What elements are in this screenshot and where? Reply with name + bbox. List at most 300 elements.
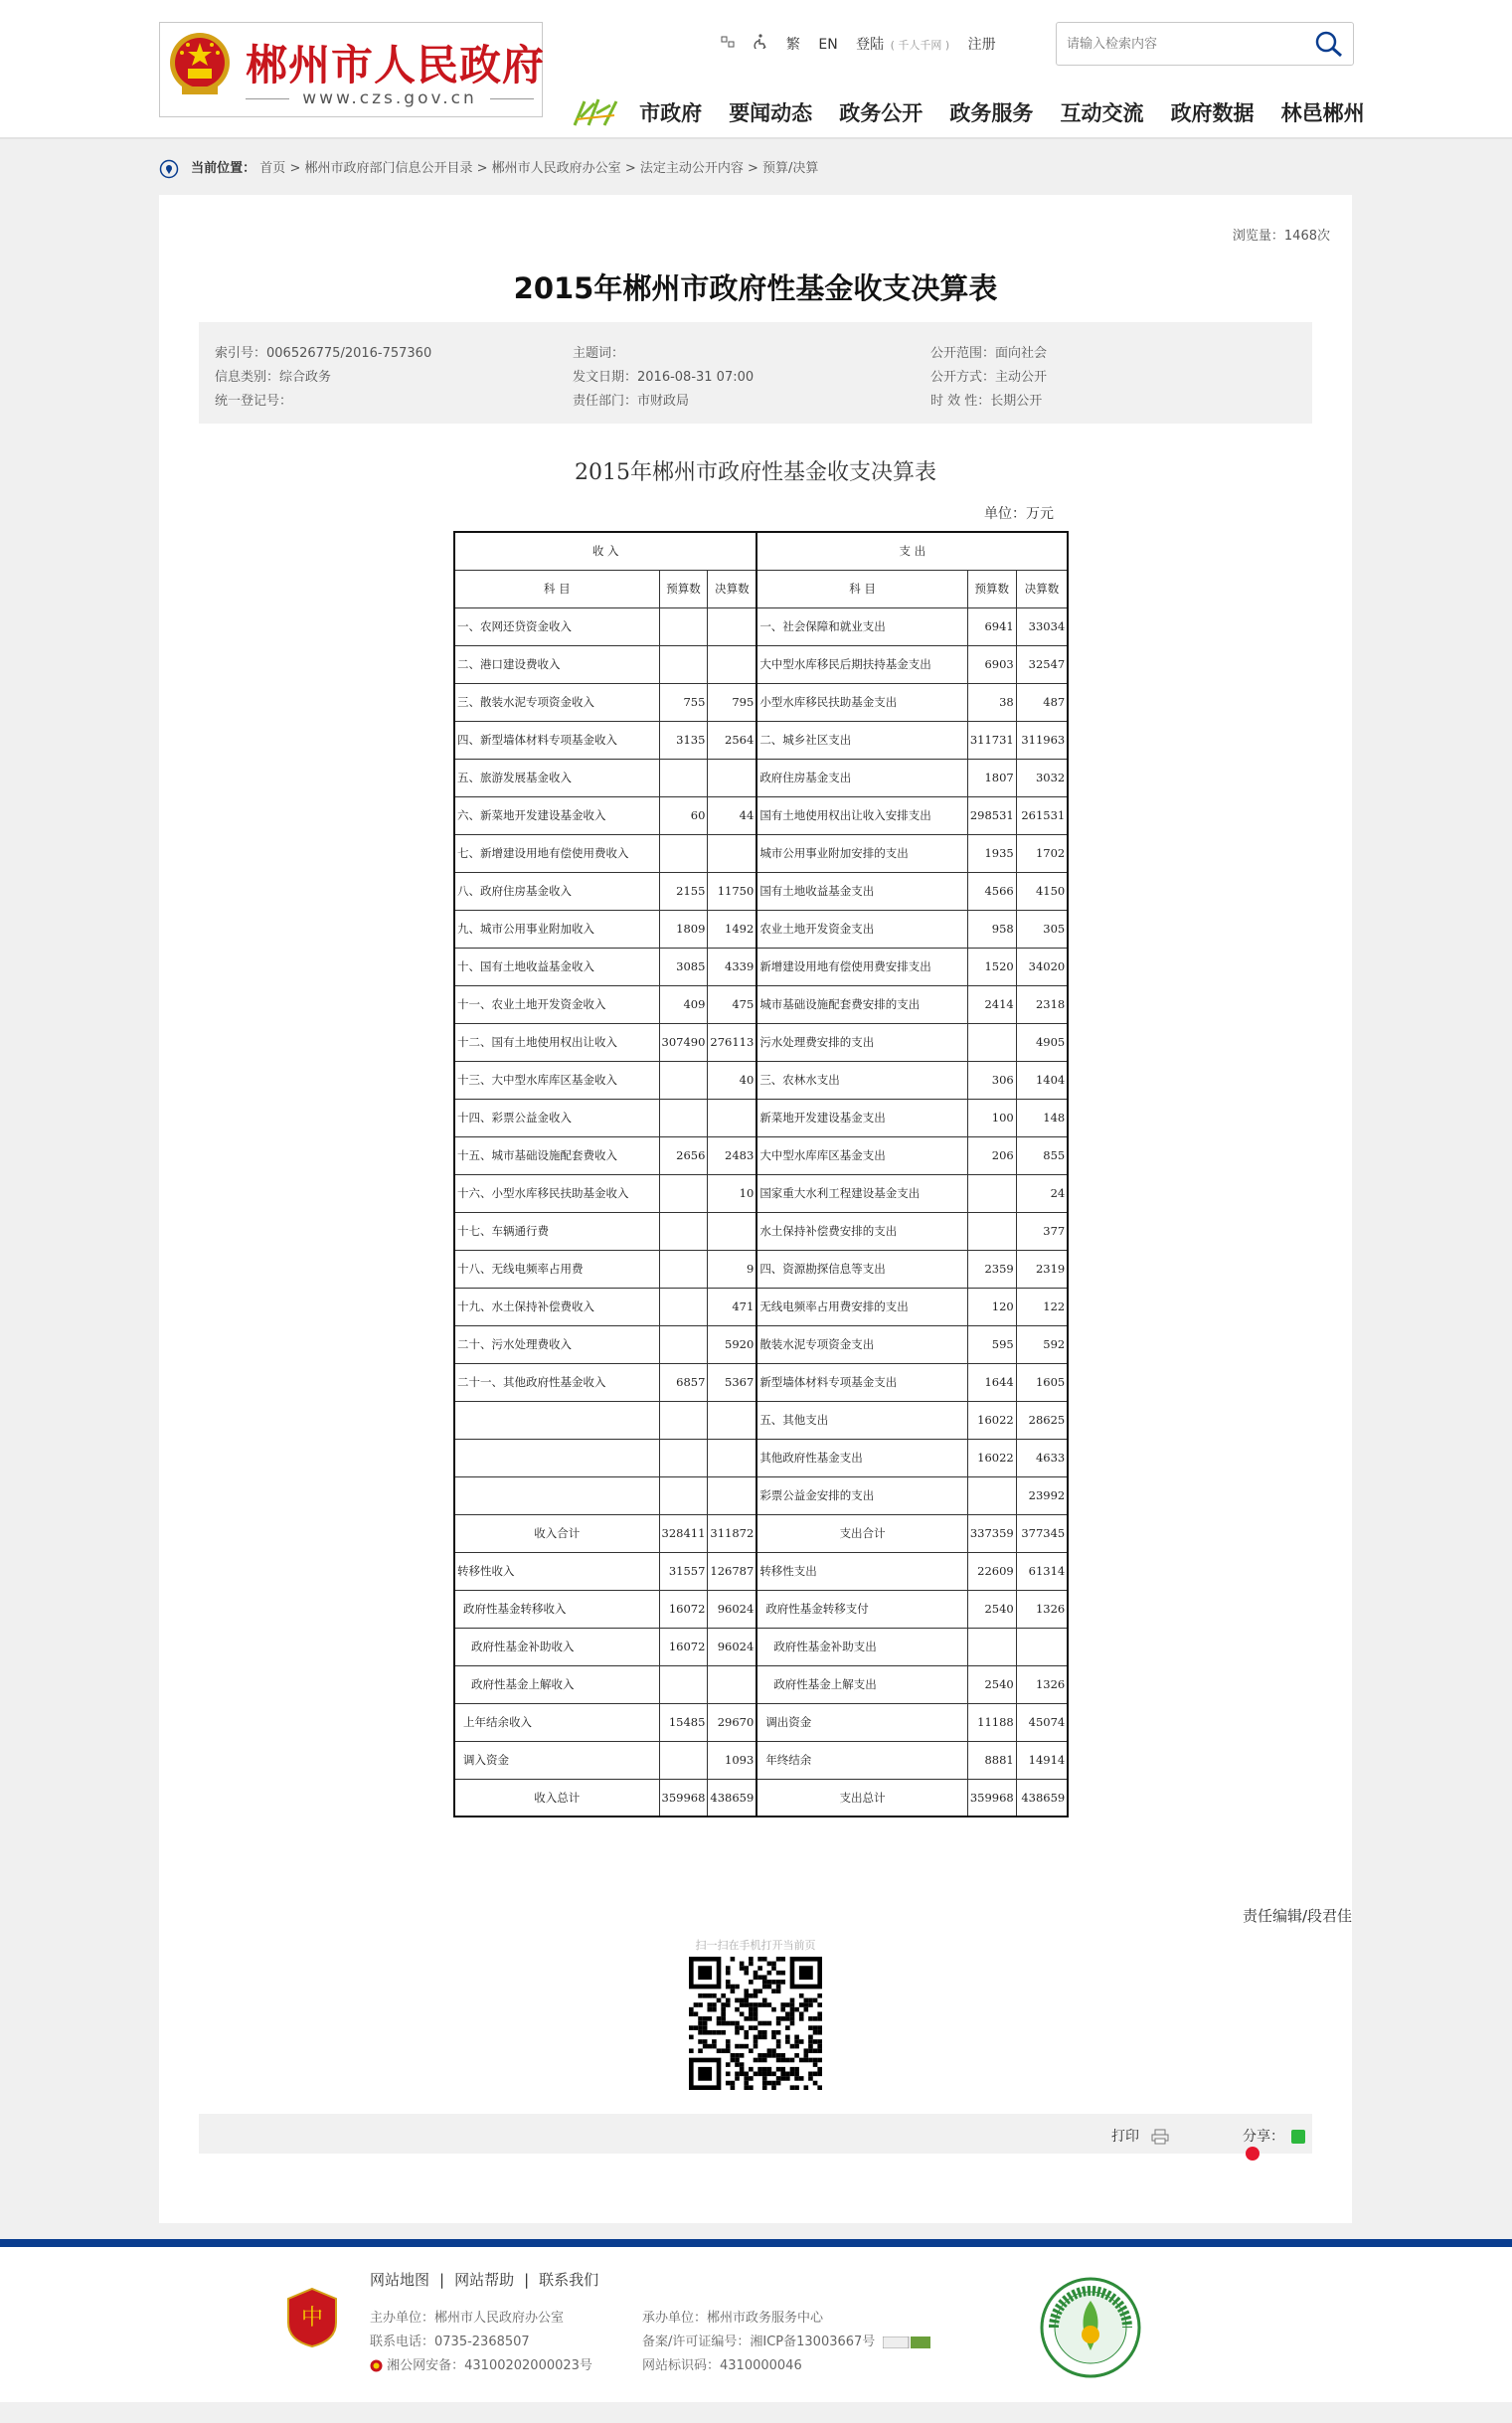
cell-expense-item: 其他政府性基金支出 (756, 1439, 967, 1476)
page-title: 2015年郴州市政府性基金收支决算表 (513, 271, 998, 305)
meta-dept: 责任部门：市财政局 (573, 394, 690, 409)
cell-expense-final: 855 (1016, 1136, 1068, 1174)
cell-expense-item: 无线电频率占用费安排的支出 (756, 1288, 967, 1325)
table-row (454, 1099, 1068, 1136)
document-title: 2015年郴州市政府性基金收支决算表 (575, 460, 936, 485)
nav-item-services[interactable]: 政务服务 (949, 101, 1034, 125)
breadcrumb-budget[interactable]: 预算/决算 (762, 161, 819, 176)
cell-income-budget (659, 1212, 708, 1250)
cell-income-budget (659, 1325, 708, 1363)
table-row (454, 910, 1068, 948)
footer-police-text[interactable]: 湘公网安备：43100202000023号 (387, 2358, 592, 2373)
cell-income-final: 29670 (708, 1703, 756, 1741)
cell-income-budget: 409 (659, 985, 708, 1023)
table-row (454, 1136, 1068, 1174)
cell-expense-budget: 38 (967, 683, 1016, 721)
cell-income-final: 795 (708, 683, 756, 721)
cell-expense-budget: 311731 (967, 721, 1016, 759)
cell-expense-final: 1326 (1016, 1665, 1068, 1703)
table-row (454, 1174, 1068, 1212)
cell-expense-final: 61314 (1016, 1552, 1068, 1590)
breadcrumb-separator: > (285, 161, 305, 176)
cell-income-item: 十五、城市基础设施配套费收入 (454, 1136, 659, 1174)
table-row (454, 683, 1068, 721)
cell-income-final: 1492 (708, 910, 756, 948)
table-row (454, 1023, 1068, 1061)
cell-income-budget (659, 1288, 708, 1325)
cell-expense-final: 4150 (1016, 872, 1068, 910)
cell-expense-item: 小型水库移民扶助基金支出 (756, 683, 967, 721)
register-link[interactable]: 注册 (967, 37, 996, 53)
cell-income-final: 44 (708, 796, 756, 834)
cell-income-item: 十二、国有土地使用权出让收入 (454, 1023, 659, 1061)
cell-income-item: 四、新型墙体材料专项基金收入 (454, 721, 659, 759)
footer-phone: 联系电话：0735-2368507 (370, 2335, 530, 2349)
cell-income-final (708, 759, 756, 796)
cell-income-final: 1093 (708, 1741, 756, 1779)
footer-host: 主办单位：郴州市人民政府办公室 (370, 2311, 565, 2326)
cell-income-item: 转移性收入 (454, 1552, 659, 1590)
cell-income-budget: 1809 (659, 910, 708, 948)
col-final-expense: 决算数 (1016, 570, 1068, 607)
weibo-icon[interactable] (1246, 2147, 1260, 2161)
table-row (454, 1628, 1068, 1665)
cell-income-budget (659, 1250, 708, 1288)
print-label: 打印 (1111, 2129, 1139, 2145)
cell-expense-final: 1404 (1016, 1061, 1068, 1099)
cell-expense-budget: 958 (967, 910, 1016, 948)
cell-expense-budget: 16022 (967, 1439, 1016, 1476)
main-nav (571, 95, 1365, 129)
english-link[interactable]: EN (818, 37, 838, 53)
table-row (454, 1061, 1068, 1099)
cell-expense-budget: 6903 (967, 645, 1016, 683)
login-hint: ( 千人千网 ) (890, 39, 950, 52)
cell-income-item: 二十一、其他政府性基金收入 (454, 1363, 659, 1401)
cell-income-item: 八、政府住房基金收入 (454, 872, 659, 910)
cell-income-budget: 60 (659, 796, 708, 834)
cell-expense-item: 城市公用事业附加安排的支出 (756, 834, 967, 872)
cell-expense-item: 二、城乡社区支出 (756, 721, 967, 759)
cell-income-item (454, 1401, 659, 1439)
cell-expense-item: 彩票公益金安排的支出 (756, 1476, 967, 1514)
cell-expense-budget: 298531 (967, 796, 1016, 834)
footer-links (370, 2269, 598, 2290)
view-count: 浏览量：1468次 (1232, 229, 1330, 244)
cell-expense-budget: 100 (967, 1099, 1016, 1136)
table-row (454, 1288, 1068, 1325)
breadcrumb-catalog[interactable]: 郴州市政府部门信息公开目录 (304, 161, 473, 176)
col-item-expense: 科 目 (756, 570, 967, 607)
cell-income-item: 二十、污水处理费收入 (454, 1325, 659, 1363)
cell-expense-item: 新增建设用地有偿使用费安排支出 (756, 948, 967, 985)
table-row (454, 1325, 1068, 1363)
cell-income-final: 2483 (708, 1136, 756, 1174)
elder-mode-icon[interactable] (720, 37, 740, 53)
cell-income-budget (659, 1741, 708, 1779)
cell-expense-final: 1326 (1016, 1590, 1068, 1628)
cell-income-final (708, 1099, 756, 1136)
cell-income-budget (659, 1061, 708, 1099)
cell-income-budget (659, 1665, 708, 1703)
cell-expense-item: 一、社会保障和就业支出 (756, 607, 967, 645)
table-row (454, 1401, 1068, 1439)
table-row (454, 1665, 1068, 1703)
cell-expense-budget: 2414 (967, 985, 1016, 1023)
cell-expense-budget: 2359 (967, 1250, 1016, 1288)
cell-expense-item: 新型墙体材料专项基金支出 (756, 1363, 967, 1401)
nav-item-interaction[interactable]: 互动交流 (1060, 101, 1144, 125)
cell-expense-final: 4905 (1016, 1023, 1068, 1061)
fund-table-body (454, 607, 1068, 1817)
cell-income-final (708, 1439, 756, 1476)
cell-income-final: 126787 (708, 1552, 756, 1590)
cell-expense-final: 305 (1016, 910, 1068, 948)
printer-icon (1151, 2129, 1169, 2145)
top-links (720, 34, 1010, 54)
share-label: 分享： (1243, 2129, 1284, 2145)
cell-expense-item: 调出资金 (756, 1703, 967, 1741)
footer-police (370, 2354, 592, 2373)
civilized-city-seal-icon[interactable] (1040, 2277, 1141, 2378)
cell-income-final: 11750 (708, 872, 756, 910)
cell-income-item: 十三、大中型水库库区基金收入 (454, 1061, 659, 1099)
meta-method: 公开方式：主动公开 (930, 370, 1048, 385)
cell-income-item: 十一、农业土地开发资金收入 (454, 985, 659, 1023)
cell-expense-budget (967, 1212, 1016, 1250)
qr-hint: 扫一扫在手机打开当前页 (695, 1939, 816, 1952)
cell-expense-item: 年终结余 (756, 1741, 967, 1779)
cell-income-final: 9 (708, 1250, 756, 1288)
cell-income-final (708, 834, 756, 872)
nav-item-linyi-chenzhou[interactable]: 林邑郴州 (1280, 101, 1365, 125)
cell-income-final: 96024 (708, 1590, 756, 1628)
share-bar (199, 2114, 1312, 2154)
col-budget-income: 预算数 (659, 570, 708, 607)
wechat-icon[interactable] (1291, 2130, 1305, 2144)
cell-income-item: 一、农网还贷资金收入 (454, 607, 659, 645)
cell-income-final: 475 (708, 985, 756, 1023)
cell-expense-final: 24 (1016, 1174, 1068, 1212)
cell-income-budget (659, 645, 708, 683)
income-header: 收 入 (454, 532, 756, 570)
print-button[interactable] (1111, 2126, 1169, 2146)
cell-expense-budget: 359968 (967, 1779, 1016, 1817)
breadcrumb-home[interactable]: 首页 (259, 161, 286, 176)
cell-expense-final: 148 (1016, 1099, 1068, 1136)
accessibility-icon[interactable] (754, 37, 771, 53)
cell-expense-budget: 306 (967, 1061, 1016, 1099)
cell-expense-item: 政府性基金补助支出 (756, 1628, 967, 1665)
qr-code-icon (689, 1957, 822, 2090)
cell-expense-budget: 337359 (967, 1514, 1016, 1552)
nav-item-news[interactable]: 要闻动态 (729, 101, 813, 125)
cell-income-budget (659, 1476, 708, 1514)
cell-income-budget (659, 1439, 708, 1476)
breadcrumb-office[interactable]: 郴州市人民政府办公室 (491, 161, 621, 176)
breadcrumb-statutory[interactable]: 法定主动公开内容 (639, 161, 744, 176)
cell-expense-item: 大中型水库移民后期扶持基金支出 (756, 645, 967, 683)
cell-expense-final: 377345 (1016, 1514, 1068, 1552)
cell-income-final (708, 607, 756, 645)
cell-income-item: 六、新菜地开发建设基金收入 (454, 796, 659, 834)
share-group (1243, 2126, 1312, 2162)
cell-expense-final: 1702 (1016, 834, 1068, 872)
cell-income-final: 2564 (708, 721, 756, 759)
cell-income-final (708, 645, 756, 683)
cell-expense-item: 五、其他支出 (756, 1401, 967, 1439)
cell-expense-final: 1605 (1016, 1363, 1068, 1401)
cell-income-final: 10 (708, 1174, 756, 1212)
cell-expense-budget: 2540 (967, 1590, 1016, 1628)
breadcrumb-separator: > (743, 161, 763, 176)
responsible-editor: 责任编辑/段君佳 (1242, 1907, 1352, 1925)
cell-income-final: 5367 (708, 1363, 756, 1401)
cell-income-item: 十四、彩票公益金收入 (454, 1099, 659, 1136)
cell-income-item: 调入资金 (454, 1741, 659, 1779)
meta-scope: 公开范围：面向社会 (930, 346, 1048, 361)
nav-item-government-affairs[interactable]: 政务公开 (839, 101, 924, 125)
table-row (454, 1363, 1068, 1401)
cell-expense-budget: 1935 (967, 834, 1016, 872)
footer-link-separator: | (524, 2271, 530, 2289)
cell-expense-final: 28625 (1016, 1401, 1068, 1439)
login-link[interactable]: 登陆 (856, 37, 885, 53)
table-row (454, 759, 1068, 796)
cell-expense-final: 592 (1016, 1325, 1068, 1363)
cell-expense-item: 大中型水库库区基金支出 (756, 1136, 967, 1174)
article-panel (159, 195, 1352, 2223)
cell-income-budget (659, 834, 708, 872)
site-title: 郴州市人民政府 (246, 41, 546, 89)
cell-expense-item: 农业土地开发资金支出 (756, 910, 967, 948)
search-input[interactable] (1059, 25, 1307, 63)
cell-expense-item: 四、资源勘探信息等支出 (756, 1250, 967, 1288)
cell-expense-final: 2318 (1016, 985, 1068, 1023)
cell-income-final: 4339 (708, 948, 756, 985)
breadcrumb-separator: > (620, 161, 640, 176)
cell-expense-final: 45074 (1016, 1703, 1068, 1741)
cell-income-budget: 2155 (659, 872, 708, 910)
cell-income-budget (659, 1401, 708, 1439)
cell-expense-item: 支出总计 (756, 1779, 967, 1817)
cell-income-budget: 2656 (659, 1136, 708, 1174)
cell-expense-final: 122 (1016, 1288, 1068, 1325)
cell-expense-item: 水土保持补偿费安排的支出 (756, 1212, 967, 1250)
cell-income-budget (659, 1174, 708, 1212)
cell-expense-budget: 6941 (967, 607, 1016, 645)
cell-income-item: 十九、水土保持补偿费收入 (454, 1288, 659, 1325)
cell-expense-final: 33034 (1016, 607, 1068, 645)
cell-income-budget: 328411 (659, 1514, 708, 1552)
cell-expense-budget: 1807 (967, 759, 1016, 796)
table-row (454, 872, 1068, 910)
cell-expense-budget: 16022 (967, 1401, 1016, 1439)
expense-header: 支 出 (756, 532, 1068, 570)
cell-income-item: 十、国有土地收益基金收入 (454, 948, 659, 985)
cell-expense-final: 311963 (1016, 721, 1068, 759)
table-row (454, 834, 1068, 872)
cell-income-budget: 359968 (659, 1779, 708, 1817)
table-row (454, 1250, 1068, 1288)
cell-income-item: 政府性基金上解收入 (454, 1665, 659, 1703)
traditional-chinese-link[interactable]: 繁 (785, 37, 800, 53)
footer-link-separator: | (439, 2271, 445, 2289)
cell-income-item: 二、港口建设费收入 (454, 645, 659, 683)
national-emblem-icon (168, 31, 232, 98)
fund-table (453, 531, 1069, 1817)
cell-expense-final: 14914 (1016, 1741, 1068, 1779)
table-row (454, 645, 1068, 683)
cell-expense-final: 32547 (1016, 645, 1068, 683)
footer-divider (0, 2239, 1512, 2247)
table-row (454, 1779, 1068, 1817)
cell-expense-budget: 1644 (967, 1363, 1016, 1401)
table-row (454, 1514, 1068, 1552)
search-box (1056, 22, 1354, 66)
cell-income-final: 276113 (708, 1023, 756, 1061)
cell-income-item: 九、城市公用事业附加收入 (454, 910, 659, 948)
cell-expense-final: 487 (1016, 683, 1068, 721)
cell-income-item (454, 1476, 659, 1514)
cell-expense-item: 支出合计 (756, 1514, 967, 1552)
lin-yi-logo-icon (571, 95, 622, 129)
cell-expense-item: 政府性基金转移支付 (756, 1590, 967, 1628)
cell-income-item: 五、旅游发展基金收入 (454, 759, 659, 796)
cell-income-item: 十六、小型水库移民扶助基金收入 (454, 1174, 659, 1212)
cell-expense-final (1016, 1628, 1068, 1665)
cell-income-budget: 755 (659, 683, 708, 721)
cell-income-item: 十七、车辆通行费 (454, 1212, 659, 1250)
cell-expense-budget: 22609 (967, 1552, 1016, 1590)
meta-date: 发文日期：2016-08-31 07:00 (573, 370, 755, 385)
cell-income-final: 96024 (708, 1628, 756, 1665)
table-row (454, 796, 1068, 834)
search-icon[interactable] (1313, 29, 1345, 59)
cell-expense-item: 转移性支出 (756, 1552, 967, 1590)
col-item-income: 科 目 (454, 570, 659, 607)
cell-income-budget: 31557 (659, 1552, 708, 1590)
cell-income-item: 上年结余收入 (454, 1703, 659, 1741)
cell-income-item: 政府性基金补助收入 (454, 1628, 659, 1665)
unit-label: 单位：万元 (984, 506, 1054, 522)
cell-expense-final: 438659 (1016, 1779, 1068, 1817)
police-badge-icon (370, 2359, 383, 2372)
site-footer (0, 2247, 1512, 2402)
nav-item-city-government[interactable]: 市政府 (639, 101, 703, 125)
cell-income-budget: 3085 (659, 948, 708, 985)
table-row (454, 721, 1068, 759)
table-row (454, 948, 1068, 985)
footer-organizer: 承办单位：郴州市政务服务中心 (642, 2311, 824, 2326)
footer-link-sitemap[interactable]: 网站地图 (370, 2271, 430, 2289)
cell-expense-item: 城市基础设施配套费安排的支出 (756, 985, 967, 1023)
col-budget-expense: 预算数 (967, 570, 1016, 607)
table-row (454, 985, 1068, 1023)
cell-expense-budget (967, 1476, 1016, 1514)
cell-expense-final: 23992 (1016, 1476, 1068, 1514)
cell-income-budget: 3135 (659, 721, 708, 759)
party-government-badge-icon[interactable] (286, 2287, 338, 2348)
cell-income-item: 政府性基金转移收入 (454, 1590, 659, 1628)
cell-expense-item: 污水处理费安排的支出 (756, 1023, 967, 1061)
location-pin-icon (159, 159, 179, 179)
table-row (454, 1703, 1068, 1741)
cell-expense-budget: 4566 (967, 872, 1016, 910)
meta-reg-no: 统一登记号： (215, 394, 293, 409)
cell-expense-final: 2319 (1016, 1250, 1068, 1288)
cell-expense-item: 国有土地使用权出让收入安排支出 (756, 796, 967, 834)
cell-expense-item: 国有土地收益基金支出 (756, 872, 967, 910)
cell-income-final: 438659 (708, 1779, 756, 1817)
meta-validity: 时 效 性：长期公开 (930, 394, 1043, 409)
cell-expense-final: 34020 (1016, 948, 1068, 985)
cnzz-stat-icon[interactable] (883, 2336, 930, 2348)
cell-income-budget: 6857 (659, 1363, 708, 1401)
nav-item-data[interactable]: 政府数据 (1170, 101, 1255, 125)
site-url: www.czs.gov.cn (246, 88, 534, 108)
cell-expense-final: 377 (1016, 1212, 1068, 1250)
meta-index-no: 索引号：006526775/2016-757360 (215, 346, 432, 361)
footer-icp-text[interactable]: 备案/许可证编号：湘ICP备13003667号 (642, 2335, 876, 2349)
table-row (454, 1552, 1068, 1590)
meta-category: 信息类别：综合政务 (215, 370, 332, 385)
footer-link-help[interactable]: 网站帮助 (454, 2271, 515, 2289)
cell-income-final: 5920 (708, 1325, 756, 1363)
footer-link-contact[interactable]: 联系我们 (539, 2271, 599, 2289)
table-row (454, 1590, 1068, 1628)
footer-icp (642, 2331, 930, 2349)
cell-income-final (708, 1665, 756, 1703)
cell-expense-budget: 1520 (967, 948, 1016, 985)
cell-expense-item: 国家重大水利工程建设基金支出 (756, 1174, 967, 1212)
cell-income-budget: 16072 (659, 1628, 708, 1665)
table-row (454, 1741, 1068, 1779)
cell-income-item: 三、散装水泥专项资金收入 (454, 683, 659, 721)
table-row (454, 607, 1068, 645)
svg-text:中: 中 (300, 2306, 324, 2331)
breadcrumb-label: 当前位置： (191, 161, 256, 176)
site-logo[interactable] (159, 22, 546, 117)
cell-expense-budget: 120 (967, 1288, 1016, 1325)
cell-expense-item: 政府性基金上解支出 (756, 1665, 967, 1703)
cell-income-budget (659, 759, 708, 796)
cell-expense-budget (967, 1628, 1016, 1665)
cell-income-budget: 307490 (659, 1023, 708, 1061)
cell-income-final: 40 (708, 1061, 756, 1099)
cell-expense-budget: 206 (967, 1136, 1016, 1174)
cell-expense-budget: 595 (967, 1325, 1016, 1363)
cell-expense-final: 4633 (1016, 1439, 1068, 1476)
cell-expense-budget (967, 1023, 1016, 1061)
site-header (0, 0, 1512, 139)
col-final-income: 决算数 (708, 570, 756, 607)
cell-income-final (708, 1212, 756, 1250)
cell-income-item: 七、新增建设用地有偿使用费收入 (454, 834, 659, 872)
cell-income-budget: 15485 (659, 1703, 708, 1741)
document-meta (199, 322, 1312, 424)
cell-expense-budget: 2540 (967, 1665, 1016, 1703)
cell-expense-item: 新菜地开发建设基金支出 (756, 1099, 967, 1136)
cell-income-item: 收入总计 (454, 1779, 659, 1817)
cell-income-item (454, 1439, 659, 1476)
cell-income-final: 311872 (708, 1514, 756, 1552)
cell-income-final (708, 1476, 756, 1514)
cell-income-final (708, 1401, 756, 1439)
breadcrumb (159, 157, 818, 179)
cell-income-item: 收入合计 (454, 1514, 659, 1552)
table-row (454, 1476, 1068, 1514)
